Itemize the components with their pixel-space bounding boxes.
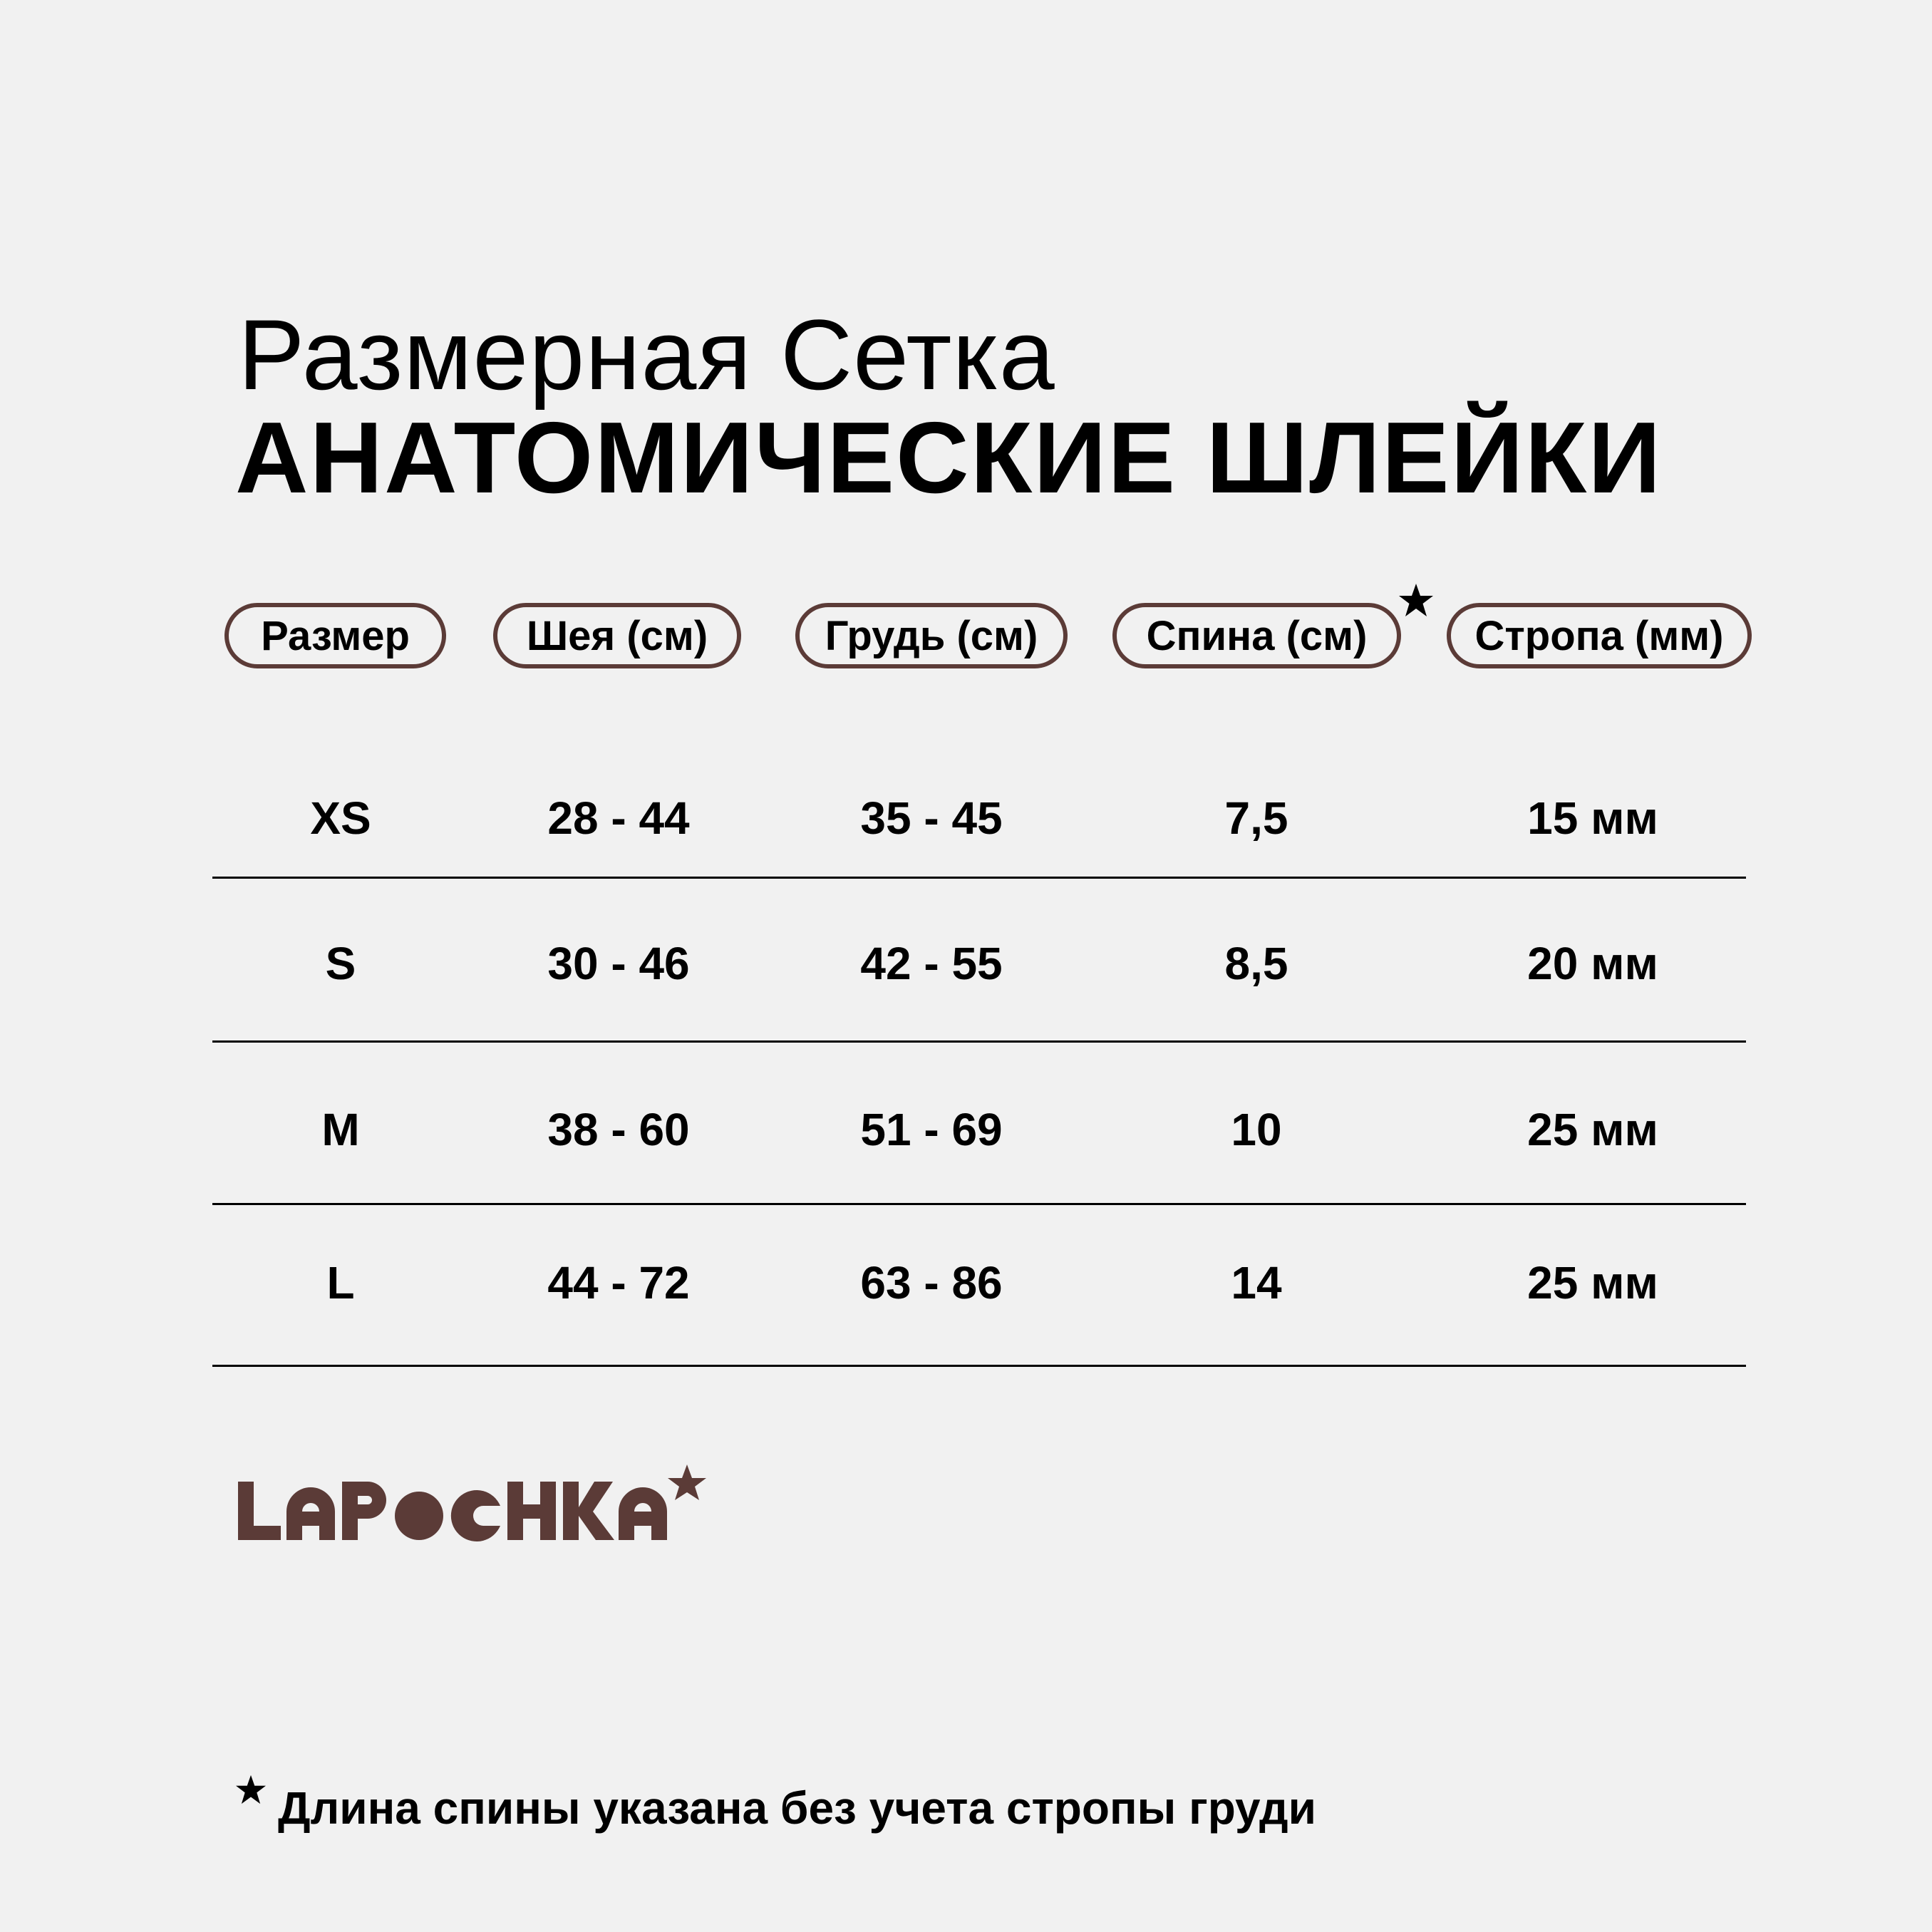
cell-neck: 38 - 60 [547, 1104, 690, 1155]
cell-back: 8,5 [1224, 938, 1288, 989]
footnote-star-icon [1398, 583, 1434, 617]
page-subtitle: Размерная Сетка [238, 299, 1055, 410]
cell-back: 14 [1231, 1257, 1282, 1308]
footnote-text: Длина спины указана без учета стропы груди [278, 1782, 1316, 1834]
row-divider [212, 1365, 1746, 1367]
brand-logo [235, 1465, 748, 1550]
row-divider [212, 1040, 1746, 1043]
cell-back: 10 [1231, 1104, 1282, 1155]
page-title: АНАТОМИЧЕСКИЕ ШЛЕЙКИ [235, 401, 1663, 515]
header-chest: Грудь (см) [795, 603, 1068, 668]
cell-neck: 28 - 44 [547, 792, 690, 844]
header-back: Спина (см) [1112, 603, 1401, 668]
header-size: Размер [224, 603, 446, 668]
cell-size: M [321, 1104, 360, 1155]
footnote-star-icon [235, 1775, 267, 1804]
cell-chest: 35 - 45 [860, 792, 1003, 844]
cell-strap: 15 мм [1527, 792, 1658, 844]
cell-back: 7,5 [1224, 792, 1288, 844]
header-strap: Стропа (мм) [1447, 603, 1752, 668]
cell-neck: 30 - 46 [547, 938, 690, 989]
footnote [235, 1782, 1316, 1834]
header-neck: Шея (см) [493, 603, 741, 668]
cell-chest: 63 - 86 [860, 1257, 1003, 1308]
cell-size: S [325, 938, 356, 989]
cell-size: XS [310, 792, 371, 844]
cell-neck: 44 - 72 [547, 1257, 690, 1308]
cell-strap: 20 мм [1527, 938, 1658, 989]
cell-chest: 42 - 55 [860, 938, 1003, 989]
cell-size: L [326, 1257, 355, 1308]
cell-strap: 25 мм [1527, 1257, 1658, 1308]
cell-chest: 51 - 69 [860, 1104, 1003, 1155]
row-divider [212, 877, 1746, 879]
cell-strap: 25 мм [1527, 1104, 1658, 1155]
row-divider [212, 1203, 1746, 1205]
